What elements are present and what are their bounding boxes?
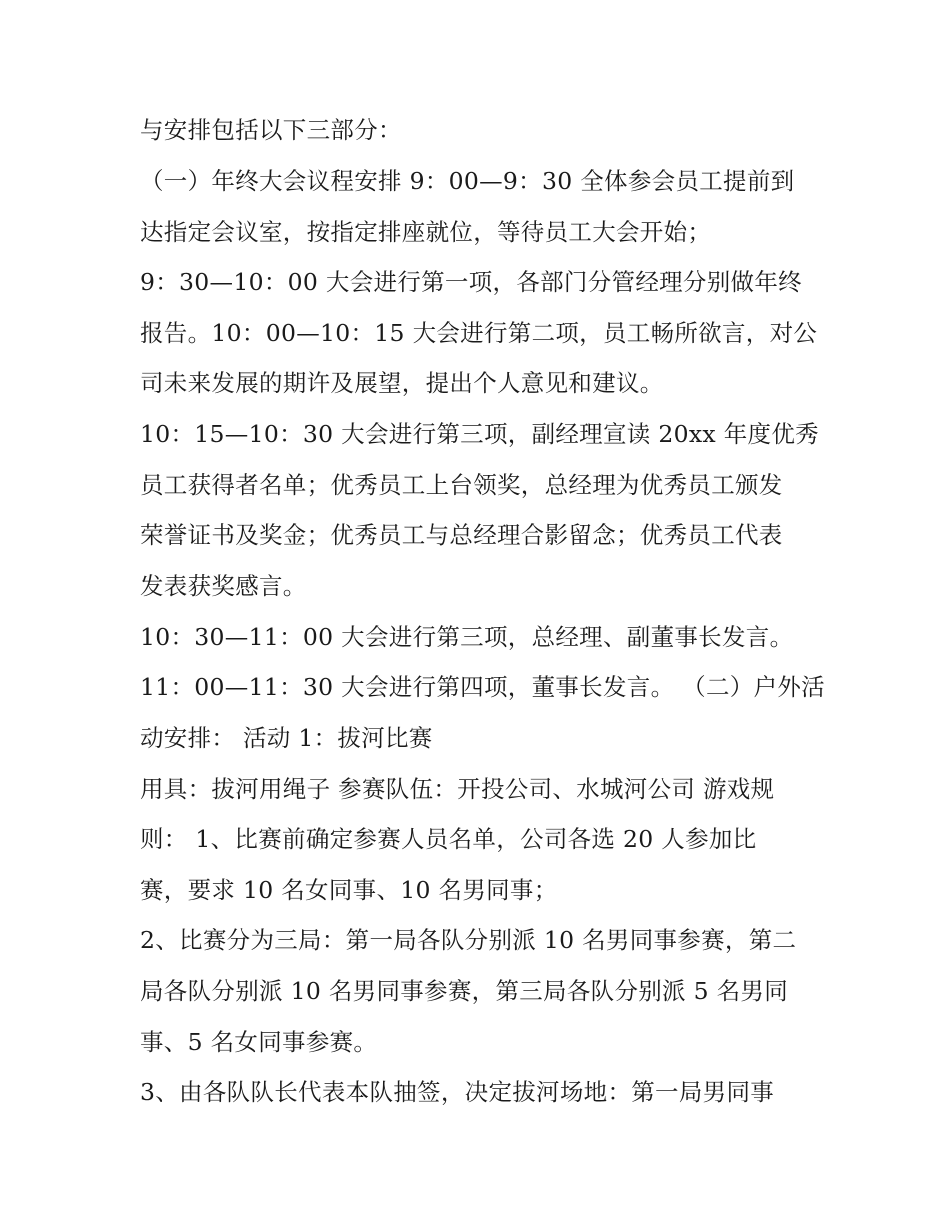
text-line: （一）年终大会议程安排 9：00—9：30 全体参会员工提前到 xyxy=(140,167,795,195)
text-line: 3、由各队队长代表本队抽签，决定拔河场地：第一局男同事 xyxy=(140,1078,775,1106)
text-line: 达指定会议室，按指定排座就位，等待员工大会开始； xyxy=(140,218,712,246)
text-line: 局各队分别派 10 名男同事参赛，第三局各队分别派 5 名男同 xyxy=(140,977,789,1005)
text-line: 员工获得者名单；优秀员工上台领奖，总经理为优秀员工颁发 xyxy=(140,471,783,499)
text-line: 报告。10：00—10：15 大会进行第二项，员工畅所欲言，对公 xyxy=(140,319,818,347)
text-line: 2、比赛分为三局：第一局各队分别派 10 名男同事参赛，第二 xyxy=(140,926,797,954)
text-line: 10：15—10：30 大会进行第三项，副经理宣读 20xx 年度优秀 xyxy=(140,420,819,448)
text-line: 10：30—11：00 大会进行第三项，总经理、副董事长发言。 xyxy=(140,623,794,651)
text-line: 赛，要求 10 名女同事、10 名男同事； xyxy=(140,876,558,904)
text-line: 动安排： 活动 1：拔河比赛 xyxy=(140,724,433,752)
text-line: 9：30—10：00 大会进行第一项，各部门分管经理分别做年终 xyxy=(140,268,802,296)
text-line: 事、5 名女同事参赛。 xyxy=(140,1028,378,1056)
text-line: 11：00—11：30 大会进行第四项，董事长发言。 （二）户外活 xyxy=(140,673,825,701)
text-line: 则： 1、比赛前确定参赛人员名单，公司各选 20 人参加比 xyxy=(140,825,757,853)
text-line: 发表获奖感言。 xyxy=(140,572,307,600)
text-line: 司未来发展的期许及展望，提出个人意见和建议。 xyxy=(140,369,664,397)
text-line: 用具：拔河用绳子 参赛队伍：开投公司、水城河公司 游戏规 xyxy=(140,775,775,803)
text-line: 与安排包括以下三部分： xyxy=(140,116,402,144)
text-line: 荣誉证书及奖金；优秀员工与总经理合影留念；优秀员工代表 xyxy=(140,521,783,549)
